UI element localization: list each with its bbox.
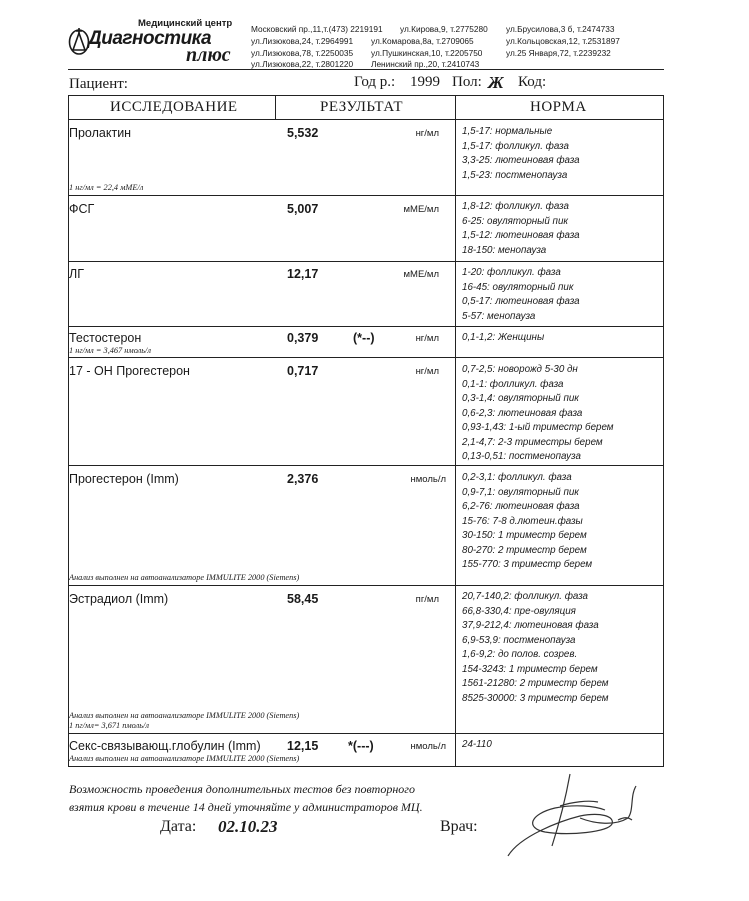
- address: ул.Лизюкова,22, т.2801220: [251, 59, 354, 69]
- address: ул.Комарова,8а, т.2709065: [371, 36, 474, 46]
- test-result: 5,007: [287, 202, 319, 216]
- column-header-result: РЕЗУЛЬТАТ: [320, 99, 404, 115]
- test-result: 5,532: [287, 126, 319, 140]
- address: ул.Лизюкова,24, т.2964991: [251, 36, 354, 46]
- test-name: ФСГ: [69, 202, 95, 216]
- code-label: Код:: [518, 74, 547, 90]
- patient-label: Пациент:: [69, 76, 128, 92]
- additional-tests-note: Возможность проведения дополнительных тестов без повторного взятия крови в течение 14 дней уточняйте у администраторов МЦ.: [69, 782, 423, 814]
- address: ул.Пушкинская,10, т.2205750: [371, 48, 483, 58]
- unit-conversion-note: 1 пг/мл= 3,671 пмоль/л: [69, 721, 149, 730]
- test-norms: 0,7-2,5: новорожд 5-30 дн 0,1-1: фолликул. фаза 0,3-1,4: овуляторный пик 0,6-2,3: лютеиновая фаза 0,93-1,43: 1-ый триместр берем 2,1-4,7: 2-3 триместры берем 0,13-0,51: постменопауза: [462, 364, 614, 462]
- test-result: 58,45: [287, 592, 319, 606]
- analyzer-note: Анализ выполнен на автоанализаторе IMMULITE 2000 (Siemens): [69, 754, 300, 763]
- result-flag: *(---): [348, 739, 374, 753]
- sex-value: Ж: [488, 73, 504, 92]
- address: ул.Кирова,9, т.2775280: [400, 24, 488, 34]
- logo-emblem-icon: [68, 26, 90, 56]
- column-header-study: ИССЛЕДОВАНИЕ: [110, 99, 238, 115]
- test-unit: мМЕ/мл: [403, 269, 439, 280]
- test-unit: нг/мл: [415, 128, 439, 139]
- column-header-norm: НОРМА: [530, 99, 587, 115]
- test-result: 2,376: [287, 472, 319, 486]
- test-name: Секс-связывающ.глобулин (Imm): [69, 739, 261, 753]
- date-label: Дата:: [160, 818, 197, 835]
- test-norms: 1,5-17: нормальные 1,5-17: фолликул. фаза 3,3-25: лютеиновая фаза 1,5-23: постменопауза: [462, 126, 580, 181]
- test-name: Тестостерон: [69, 331, 142, 345]
- test-norms: 24-110: [462, 739, 492, 750]
- result-flag: (*--): [353, 331, 375, 345]
- test-result: 12,15: [287, 739, 319, 753]
- test-name: Эстрадиол (Imm): [69, 592, 169, 606]
- test-name: 17 - ОН Прогестерон: [69, 364, 190, 378]
- address: ул.Кольцовская,12, т.2531897: [506, 36, 620, 46]
- date-value: 02.10.23: [218, 817, 278, 836]
- test-name: Пролактин: [69, 126, 132, 140]
- test-unit: нг/мл: [415, 333, 439, 344]
- unit-conversion-note: 1 нг/мл = 22,4 мМЕ/л: [69, 183, 144, 192]
- test-name: ЛГ: [69, 267, 84, 281]
- test-name: Прогестерон (Imm): [69, 472, 179, 486]
- test-norms: 1-20: фолликул. фаза 16-45: овуляторный пик 0,5-17: лютеиновая фаза 5-57: менопауза: [462, 267, 580, 322]
- address: ул.25 Января,72, т.2239232: [506, 48, 611, 58]
- test-norms: 1,8-12: фолликул. фаза 6-25: овуляторный пик 1,5-12: лютеиновая фаза 18-150: менопауза: [462, 201, 580, 256]
- test-norms: 0,1-1,2: Женщины: [462, 332, 545, 343]
- clinic-brand-sub: плюс: [186, 44, 231, 66]
- test-unit: пг/мл: [415, 594, 439, 605]
- birth-year-value: 1999: [410, 74, 440, 90]
- test-unit: нмоль/л: [410, 741, 446, 752]
- clinic-center-label: Медицинский центр: [138, 18, 233, 29]
- doctor-label: Врач:: [440, 818, 478, 835]
- test-norms: 0,2-3,1: фолликул. фаза 0,9-7,1: овуляторный пик 6,2-76: лютеиновая фаза 15-76: 7-8 д.лютеин.фазы 30-150: 1 триместр берем 80-270: 2 триместр берем 155-770: 3 триместр берем: [462, 472, 593, 570]
- doctor-signature: [500, 766, 650, 866]
- analyzer-note: Анализ выполнен на автоанализаторе IMMULITE 2000 (Siemens): [69, 711, 300, 720]
- test-unit: нг/мл: [415, 366, 439, 377]
- test-result: 12,17: [287, 267, 319, 281]
- unit-conversion-note: 1 нг/мл = 3,467 нмоль/л: [69, 346, 151, 355]
- header-divider: [68, 69, 664, 70]
- sex-label: Пол:: [452, 74, 482, 90]
- address: ул.Брусилова,3 б, т.2474733: [506, 24, 615, 34]
- test-norms: 20,7-140,2: фолликул. фаза 66,8-330,4: пре-овуляция 37,9-212,4: лютеиновая фаза 6,9-53,9: постменопауза 1,6-9,2: до полов. созрев. 154-3243: 1 триместр берем 1561-21280: 2 триместр берем 8525-30000: 3 триместр берем: [462, 591, 609, 704]
- clinic-brand-name: Диагностика: [88, 28, 212, 49]
- clinic-logo: [68, 18, 248, 68]
- test-result: 0,717: [287, 364, 319, 378]
- analyzer-note: Анализ выполнен на автоанализаторе IMMULITE 2000 (Siemens): [69, 573, 300, 582]
- birth-year-label: Год р.:: [354, 74, 396, 90]
- address: Московский пр.,11,т.(473) 2219191: [251, 24, 383, 34]
- address: ул.Лизюкова,78, т.2250035: [251, 48, 354, 58]
- test-result: 0,379: [287, 331, 319, 345]
- test-unit: нмоль/л: [410, 474, 446, 485]
- test-unit: мМЕ/мл: [403, 204, 439, 215]
- address: Ленинский пр.,20, т.2410743: [371, 59, 480, 69]
